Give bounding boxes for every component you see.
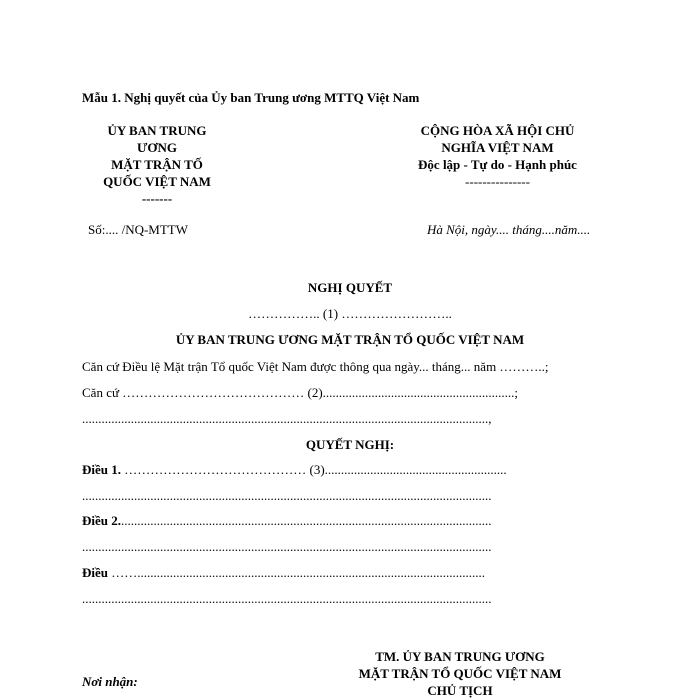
form-title: Mẫu 1. Nghị quyết của Ủy ban Trung ương MTTQ Việt Nam xyxy=(82,90,420,105)
article-text: .................................................................................................................. xyxy=(121,513,492,528)
nation-line: NGHĨA VIỆT NAM xyxy=(441,140,554,155)
agency-divider: ------- xyxy=(141,191,173,206)
motto-divider: --------------- xyxy=(465,174,530,189)
article-label: Điều 2. xyxy=(82,513,121,528)
national-motto: Độc lập - Tự do - Hạnh phúc xyxy=(418,157,577,172)
signature-line: TM. ỦY BAN TRUNG ƯƠNG xyxy=(375,649,545,664)
document-type: NGHỊ QUYẾT xyxy=(307,280,393,295)
article-label: Điều xyxy=(82,565,108,580)
signature-line: MẶT TRẬN TỔ QUỐC VIỆT NAM xyxy=(358,666,562,681)
legal-basis-line: Căn cứ Điều lệ Mặt trận Tổ quốc Việt Nam được thông qua ngày... tháng... năm ………..; xyxy=(82,359,549,374)
place-date: Hà Nội, ngày.... tháng....năm.... xyxy=(427,222,591,237)
issuing-body: ỦY BAN TRUNG ƯƠNG MẶT TRẬN TỔ QUỐC VIỆT NAM xyxy=(175,332,525,347)
agency-line: ỦY BAN TRUNG xyxy=(107,123,207,138)
agency-line: QUỐC VIỆT NAM xyxy=(103,174,211,189)
legal-basis-line: Căn cứ …………………………………… (2)...........................................................; xyxy=(82,385,519,400)
decision-heading: QUYẾT NGHỊ: xyxy=(305,437,395,452)
article-n xyxy=(82,565,485,581)
document-subject: …………….. (1) …………………….. xyxy=(248,306,452,321)
agency-line: MẶT TRẬN TỐ xyxy=(111,157,203,172)
issuing-agency-block xyxy=(82,122,232,207)
article-text: …………………………………… (3)........................................................ xyxy=(121,462,507,477)
article-continuation: .............................................................................................................................. xyxy=(82,539,492,554)
article-1 xyxy=(82,462,507,478)
article-continuation: .............................................................................................................................. xyxy=(82,488,492,503)
document-number: Số:.... /NQ-MTTW xyxy=(88,222,189,237)
nation-line: CỘNG HÒA XÃ HỘI CHỦ xyxy=(420,123,575,138)
signer-title: CHỦ TỊCH xyxy=(427,683,493,698)
agency-line: ƯƠNG xyxy=(137,140,177,155)
article-text: ……........................................................................................................... xyxy=(108,565,485,580)
article-label: Điều 1. xyxy=(82,462,121,477)
article-2 xyxy=(82,513,492,529)
legal-basis-line: ............................................................................................................................., xyxy=(82,411,492,426)
signature-block xyxy=(340,648,580,699)
recipients-label: Nơi nhận: xyxy=(82,674,138,689)
national-heading-block xyxy=(385,122,610,190)
article-continuation: .............................................................................................................................. xyxy=(82,591,492,606)
